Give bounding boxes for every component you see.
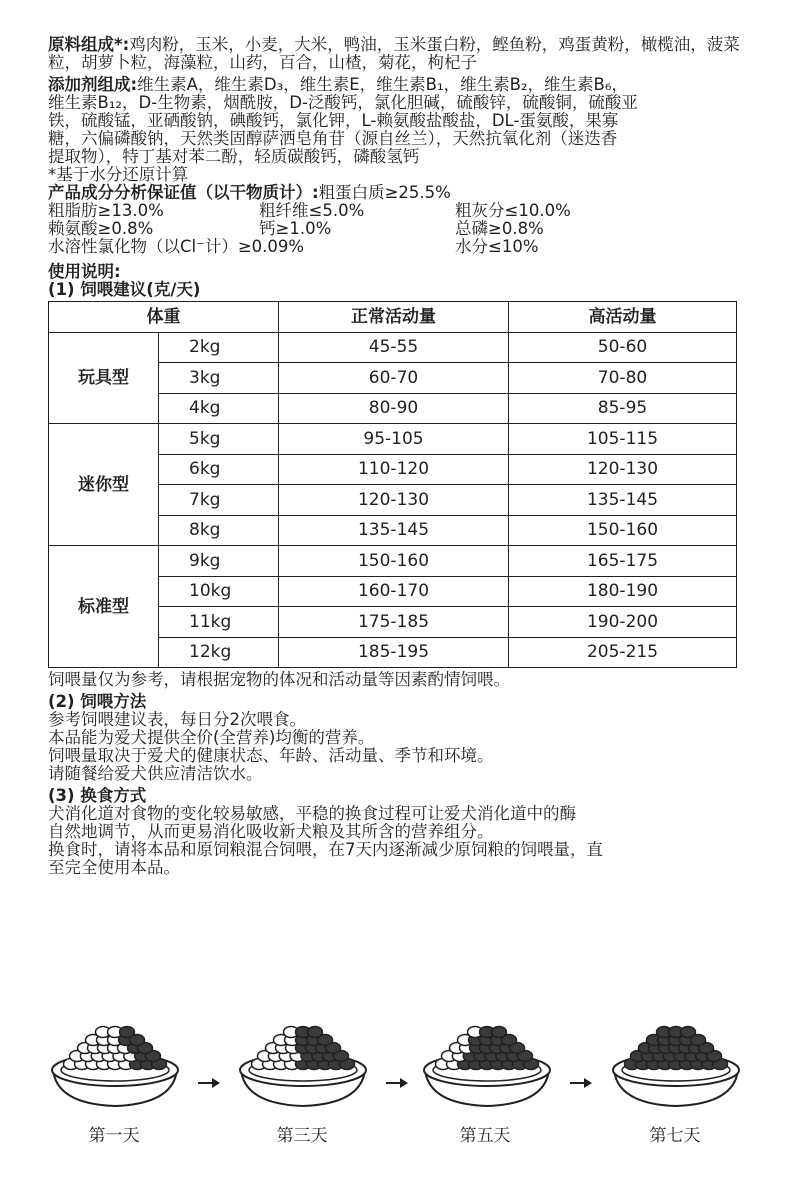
normal-amount-cell: 110-120 (279, 454, 509, 485)
high-amount-cell: 190-200 (509, 607, 737, 638)
analysis-value: 赖氨酸≥0.8% (48, 219, 154, 238)
moisture-note: *基于水分还原计算 (48, 165, 189, 184)
normal-amount-cell: 120-130 (279, 485, 509, 516)
normal-amount-cell: 45-55 (279, 332, 509, 363)
new-kibble (681, 1027, 696, 1038)
high-amount-cell: 205-215 (509, 637, 737, 668)
normal-amount-cell: 80-90 (279, 393, 509, 424)
day-label: 第五天 (459, 1126, 511, 1146)
food-bowl (613, 1027, 739, 1107)
new-kibble (120, 1027, 135, 1038)
additives-line: 提取物），特丁基对苯二酚，轻质碳酸钙，磷酸氢钙 (48, 147, 420, 166)
day-label: 第七天 (649, 1126, 701, 1146)
additives-line: 维生素B₁₂，D-生物素，烟酰胺，D-泛酸钙，氯化胆碱，硫酸锌，硫酸铜，硫酸亚 (48, 93, 638, 112)
ingredients-heading: 原料组成*: (48, 35, 130, 54)
analysis-heading: 产品成分分析保证值（以干物质计）: (48, 183, 319, 202)
header-weight: 体重 (49, 302, 279, 333)
ingredients-section (48, 36, 748, 72)
additives-heading: 添加剂组成: (48, 75, 138, 94)
normal-amount-cell: 160-170 (279, 576, 509, 607)
table-row (49, 546, 737, 577)
switch-heading: (3) 换食方式 (48, 786, 147, 805)
high-amount-cell: 120-130 (509, 454, 737, 485)
analysis-section (48, 184, 748, 256)
table-note: 饲喂量仅为参考，请根据宠物的体况和活动量等因素酌情饲喂。 (48, 670, 510, 689)
feeding-table (48, 301, 737, 668)
method-line: 请随餐给爱犬供应清洁饮水。 (48, 764, 263, 783)
weight-cell: 6kg (159, 454, 279, 485)
arrow-icon (386, 1078, 408, 1088)
switch-line: 换食时，请将本品和原饲粮混合饲喂，在7天内逐渐减少原饲粮的饲喂量，直 (48, 840, 603, 859)
size-group-label: 玩具型 (49, 332, 159, 424)
switch-line: 犬消化道对食物的变化较易敏感，平稳的换食过程可让爱犬消化道中的酶 (48, 804, 576, 823)
method-line: 饲喂量取决于爱犬的健康状态、年龄、活动量、季节和环境。 (48, 746, 494, 765)
normal-amount-cell: 185-195 (279, 637, 509, 668)
normal-amount-cell: 135-145 (279, 515, 509, 546)
weight-cell: 12kg (159, 637, 279, 668)
ingredients-text: 鸡肉粉，玉米，小麦，大米，鸭油，玉米蛋白粉，鲣鱼粉，鸡蛋黄粉，橄榄油，菠菜粒，胡萝卜粒，海藻粒，山药，百合，山楂，菊花，枸杞子 (48, 35, 740, 72)
analysis-row (48, 238, 748, 256)
switch-line: 至完全使用本品。 (48, 858, 180, 877)
high-amount-cell: 150-160 (509, 515, 737, 546)
normal-amount-cell: 60-70 (279, 363, 509, 394)
food-bowl (52, 1027, 178, 1107)
analysis-value: 粗灰分≤10.0% (455, 201, 571, 220)
table-row (49, 332, 737, 363)
arrow-icon (198, 1078, 220, 1088)
size-group-label: 迷你型 (49, 424, 159, 546)
food-bowl (240, 1027, 366, 1107)
weight-cell: 7kg (159, 485, 279, 516)
analysis-value: 水溶性氯化物（以Cl⁻计）≥0.09% (48, 237, 305, 256)
high-amount-cell: 135-145 (509, 485, 737, 516)
normal-amount-cell: 95-105 (279, 424, 509, 455)
weight-cell: 2kg (159, 332, 279, 363)
weight-cell: 8kg (159, 515, 279, 546)
weight-cell: 4kg (159, 393, 279, 424)
analysis-value: 钙≥1.0% (259, 219, 332, 238)
high-amount-cell: 180-190 (509, 576, 737, 607)
analysis-value: 粗纤维≤5.0% (259, 201, 365, 220)
method-line: 本品能为爱犬提供全价(全营养)均衡的营养。 (48, 728, 375, 747)
usage-heading: 使用说明: (48, 262, 121, 281)
analysis-value: 粗脂肪≥13.0% (48, 201, 164, 220)
analysis-row (48, 202, 748, 220)
method-heading: (2) 饲喂方法 (48, 692, 147, 711)
weight-cell: 11kg (159, 607, 279, 638)
high-amount-cell: 50-60 (509, 332, 737, 363)
high-amount-cell: 105-115 (509, 424, 737, 455)
additives-line: 铁，硫酸锰，亚硒酸钠，碘酸钙，氯化钾，L-赖氨酸盐酸盐，DL-蛋氨酸，果寡 (48, 111, 619, 130)
food-bowl (424, 1027, 550, 1107)
header-high-activity: 高活动量 (509, 302, 737, 333)
high-amount-cell: 70-80 (509, 363, 737, 394)
new-kibble (492, 1027, 507, 1038)
high-amount-cell: 165-175 (509, 546, 737, 577)
analysis-value: 水分≤10% (455, 237, 539, 256)
feeding-heading: (1) 饲喂建议(克/天) (48, 280, 201, 299)
additives-section (48, 76, 748, 184)
weight-cell: 10kg (159, 576, 279, 607)
label-content (48, 36, 748, 877)
new-kibble (308, 1027, 323, 1038)
weight-cell: 5kg (159, 424, 279, 455)
header-normal-activity: 正常活动量 (279, 302, 509, 333)
size-group-label: 标准型 (49, 546, 159, 668)
normal-amount-cell: 175-185 (279, 607, 509, 638)
additives-line: 维生素A，维生素D₃，维生素E，维生素B₁，维生素B₂，维生素B₆， (137, 75, 628, 94)
transition-bowls (0, 1008, 791, 1118)
normal-amount-cell: 150-160 (279, 546, 509, 577)
analysis-row (48, 220, 748, 238)
weight-cell: 9kg (159, 546, 279, 577)
weight-cell: 3kg (159, 363, 279, 394)
analysis-value: 总磷≥0.8% (455, 219, 544, 238)
day-label: 第一天 (88, 1126, 140, 1146)
day-label: 第三天 (276, 1126, 328, 1146)
table-header-row (49, 302, 737, 333)
high-amount-cell: 85-95 (509, 393, 737, 424)
analysis-protein: 粗蛋白质≥25.5% (318, 183, 451, 202)
switch-line: 自然地调节，从而更易消化吸收新犬粮及其所含的营养组分。 (48, 822, 494, 841)
additives-line: 糖，六偏磷酸钠，天然类固醇萨洒皂角苷（源自丝兰），天然抗氧化剂（迷迭香 (48, 129, 618, 148)
food-transition-diagram (0, 1008, 791, 1168)
table-row (49, 424, 737, 455)
arrow-icon (570, 1078, 592, 1088)
method-line: 参考饲喂建议表，每日分2次喂食。 (48, 710, 306, 729)
